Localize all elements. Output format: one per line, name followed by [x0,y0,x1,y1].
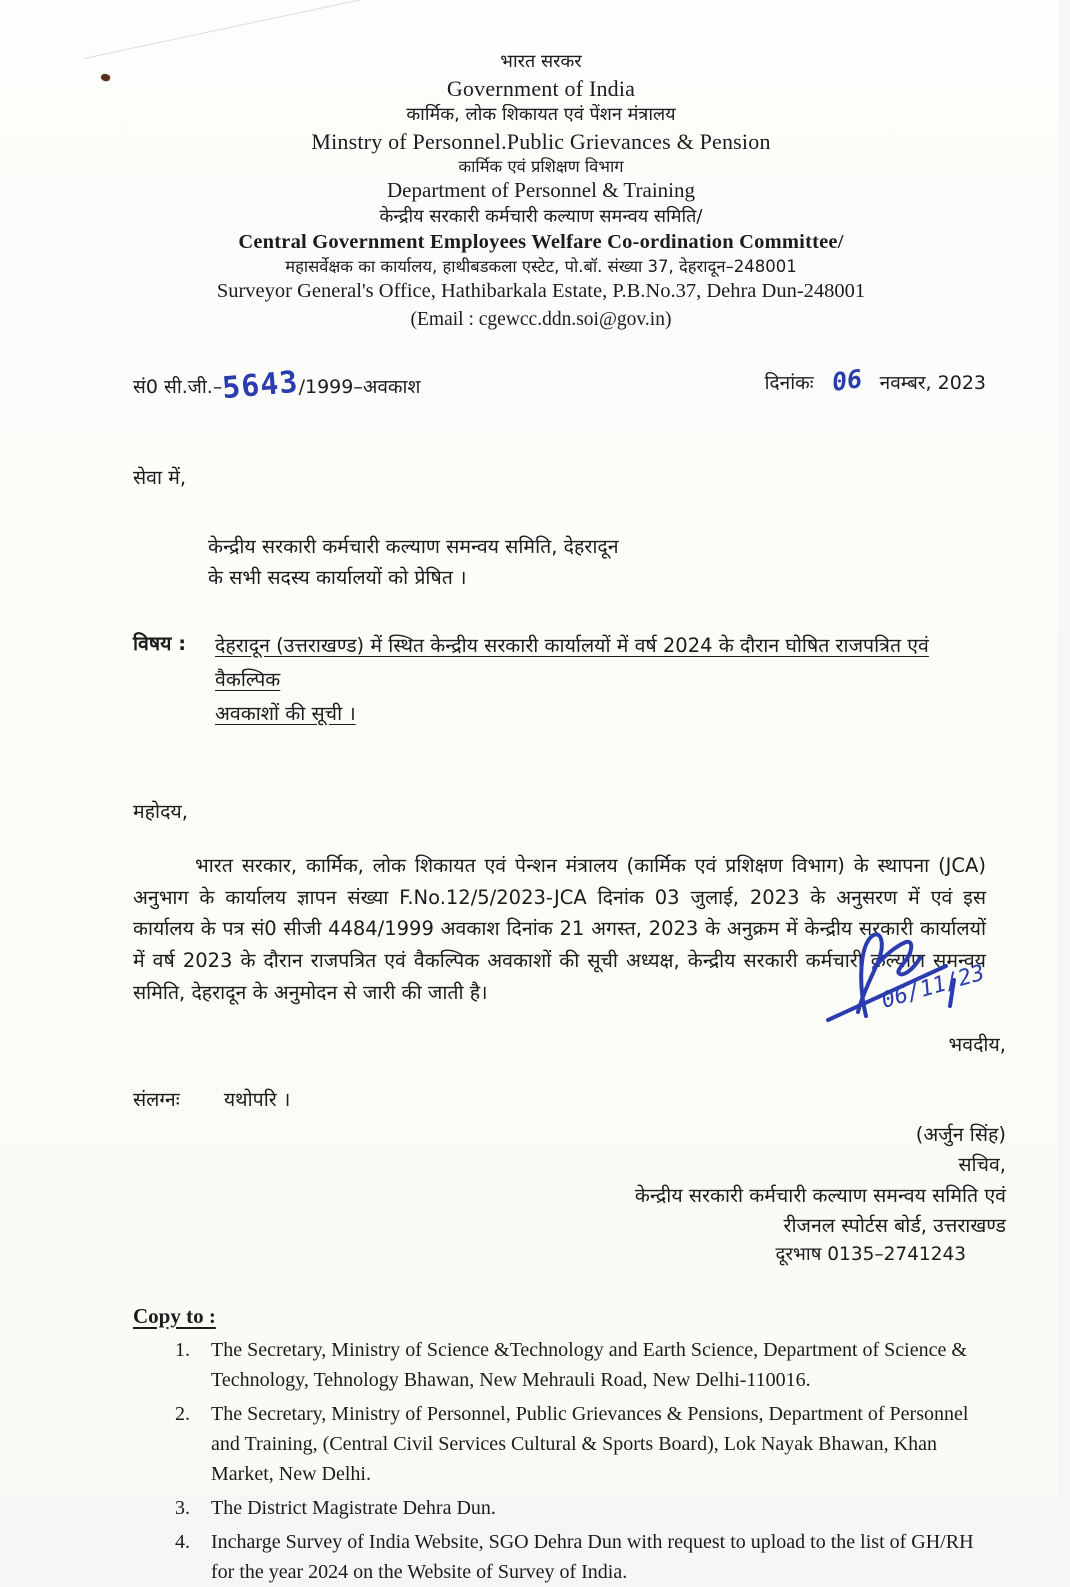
signatory-block [0,1120,1058,1270]
email-line: (Email : cgewcc.ddn.soi@gov.in) [410,308,672,330]
item-text: The Secretary, Ministry of Personnel, Public Grievances & Pensions, Department of Personnel and Training, (Central Civil Services Cultural & Sports Board), Lok Nayak Bhawan, Khan Market, New Delhi. [211,1402,969,1485]
date-day-handwritten: 06 [829,364,864,398]
subject-line-1: देहरादून (उत्तराखण्ड) में स्थित केन्द्रीय सरकारी कार्यालयों में वर्ष 2024 के दौरान घोषित राजपत्रित एवं वैकल्पिक [215,633,929,691]
item-number: 3. [175,1496,190,1519]
signatory-org-line-1: केन्द्रीय सरकारी कर्मचारी कल्याण समन्वय समिति एवं [634,1183,1006,1207]
item-number: 1. [175,1338,190,1361]
ref-suffix: /1999–अवकाश [298,376,421,399]
ministry-name-hindi: कार्मिक, लोक शिकायत एवं पेंशन मंत्रालय [406,103,676,125]
signature-scribble-icon [788,928,1028,1028]
office-address-hindi: महासर्वेक्षक का कार्यालय, हाथीबडकला एस्टेट, पो.बॉ. संख्या 37, देहरादून–248001 [285,256,797,276]
date-label: दिनांकः [764,372,814,395]
signatory-name: (अर्जुन सिंह) [915,1123,1006,1147]
subject-label: विषय : [133,631,187,655]
copy-to-heading: Copy to : [133,1303,216,1328]
copy-to-section [133,1304,998,1587]
date-rest: नवम्बर, 2023 [879,372,986,395]
copy-to-list [175,1335,998,1587]
addressee-line-2: के सभी सदस्य कार्यालयों को प्रेषित । [208,565,467,589]
subject-text [215,629,988,731]
signatory-designation: सचिव, [958,1153,1006,1177]
enclosure-line [133,1085,1058,1112]
ministry-name-english: Minstry of Personnel.Public Grievances & Pension [311,128,771,154]
addressee-block [208,532,1058,592]
dept-name-hindi: कार्मिक एवं प्रशिक्षण विभाग [458,156,624,176]
enclosure-value: यथोपरि । [223,1088,291,1112]
govt-name-english: Government of India [446,75,636,101]
item-text: The Secretary, Ministry of Science &Technology and Earth Science, Department of Science & Technology, Tehnology Bhawan, New Mehrauli Road, New Delhi-110016. [211,1338,967,1391]
handwritten-signature [788,928,1028,1028]
item-number: 4. [175,1530,190,1553]
dept-name-english: Department of Personnel & Training [387,178,695,203]
item-text: Incharge Survey of India Website, SGO Dehra Dun with request to upload to the list of GH/RH for the year 2024 on the Website of Survey of India. [211,1530,974,1583]
govt-name-hindi: भारत सरकर [500,51,582,72]
addressee-line-1: केन्द्रीय सरकारी कर्मचारी कल्याण समन्वय समिति, देहरादून [208,535,619,559]
copy-to-item [175,1399,998,1489]
office-address-english: Surveyor General's Office, Hathibarkala Estate, P.B.No.37, Dehra Dun-248001 [216,279,866,302]
subject-row [133,629,988,731]
copy-to-item [175,1335,998,1395]
committee-name-english: Central Government Employees Welfare Co-ordination Committee/ [238,230,844,253]
body-paragraph: भारत सरकार, कार्मिक, लोक शिकायत एवं पेन्शन मंत्रालय (कार्मिक एवं प्रशिक्षण विभाग) के स्थापना (JCA) अनुभाग के कार्यालय ज्ञापन संख्या F.No.12/5/2023-JCA दिनांक 03 जुलाई, 2023 के अनुसरण में एवं इस कार्यालय के पत्र सं0 सीजी 4484/1999 अवकाश दिनांक 21 अगस्त, 2023 के अनुक्रम में केन्द्रीय सरकारी कार्यालयों में वर्ष 2023 के दौरान राजपत्रित एवं वैकल्पिक अवकाशों की सूची अध्यक्ष, केन्द्रीय सरकारी कर्मचारी कल्याण समन्वय समिति, देहरादून के अनुमोदन से जारी की जाती है। [133,854,986,1004]
date-line [764,364,986,398]
subject-line-2: अवकाशों की सूची । [215,702,356,726]
letter-salutation: महोदय, [133,800,188,824]
reference-number [133,365,421,407]
ref-prefix: सं0 सी.जी.– [133,376,223,399]
signatory-org-line-2: रीजनल स्पोर्टस बोर्ड, उत्तराखण्ड [783,1213,1006,1237]
regards-line: भवदीय, [948,1033,1006,1057]
enclosure-label: संलग्नः [133,1088,180,1112]
signatory-phone: दूरभाष 0135–2741243 [775,1243,966,1265]
copy-to-item [175,1493,998,1523]
reference-row [133,364,986,407]
signature-date-text: 06/11/23 [878,960,988,1014]
item-number: 2. [175,1402,190,1425]
addressee-salutation: सेवा में, [133,466,187,490]
copy-to-item [175,1527,998,1587]
letterhead [12,0,1070,332]
item-text: The District Magistrate Dehra Dun. [211,1496,496,1519]
ref-number-handwritten: 5643 [221,365,301,407]
committee-name-hindi: केन्द्रीय सरकारी कर्मचारी कल्याण समन्वय समिति/ [379,206,703,228]
